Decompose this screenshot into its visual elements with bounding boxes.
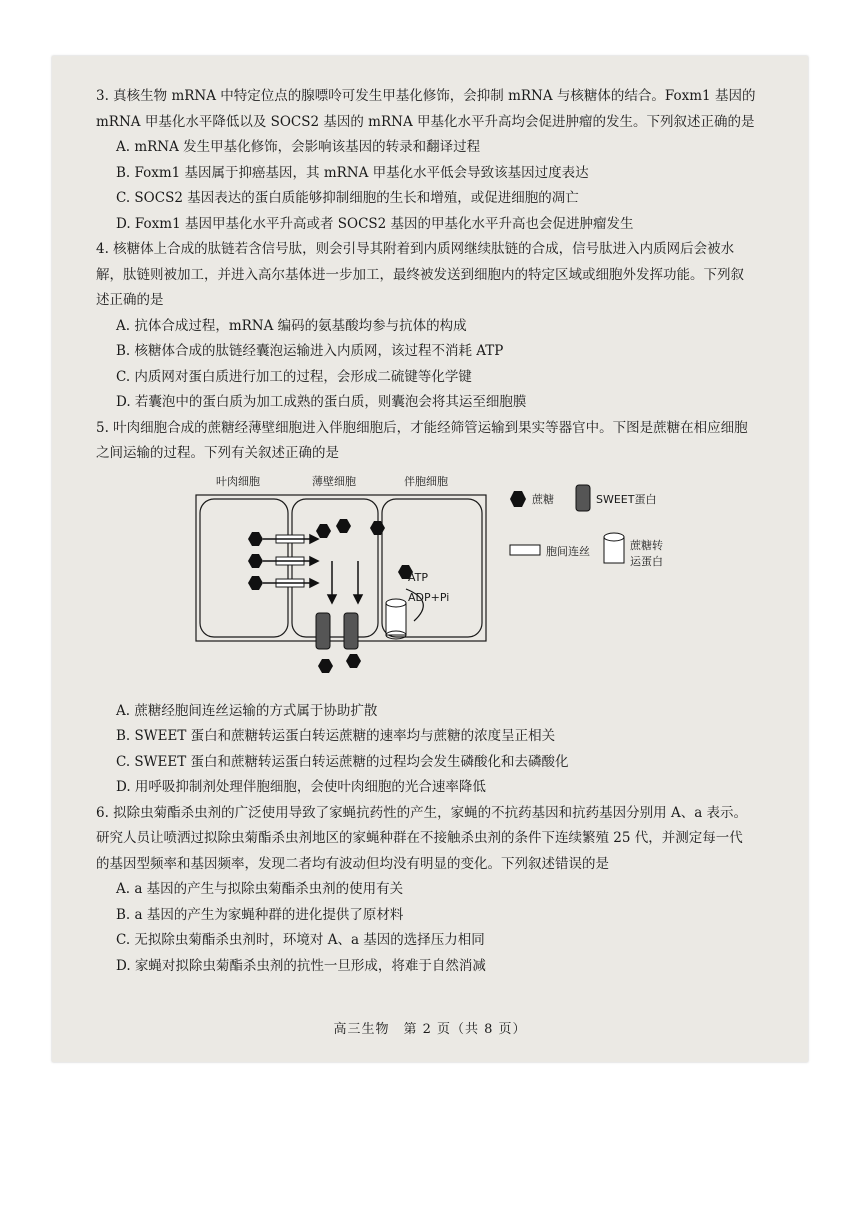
atp-label: ATP xyxy=(408,570,429,584)
cell-wall-frame xyxy=(196,495,486,641)
question-3-stem: 3. 真核生物 mRNA 中特定位点的腺嘌呤可发生甲基化修饰，会抑制 mRNA 与核糖体的结合。Foxm1 基因的 mRNA 甲基化水平降低以及 SOCS2 基因的 mRNA 甲基化水平升高均会促进肿瘤的发生。下列叙述正确的是 xyxy=(96,88,756,130)
flow-arrows xyxy=(263,535,362,603)
question-3 xyxy=(96,84,756,237)
sweet-proteins xyxy=(316,613,358,649)
question-3-option-b: B. Foxm1 基因属于抑癌基因，其 mRNA 甲基化水平低会导致该基因过度表达 xyxy=(116,164,589,181)
legend-sweet-label: SWEET蛋白 xyxy=(596,492,657,506)
question-6-option-c: C. 无拟除虫菊酯杀虫剂时，环境对 A、a 基因的选择压力相同 xyxy=(116,932,485,948)
question-5-option-b: B. SWEET 蛋白和蔗糖转运蛋白转运蔗糖的速率均与蔗糖的浓度呈正相关 xyxy=(116,728,556,744)
question-4-option-b: B. 核糖体合成的肽链经囊泡运输进入内质网，该过程不消耗 ATP xyxy=(116,343,504,359)
question-4-option-a: A. 抗体合成过程，mRNA 编码的氨基酸均参与抗体的构成 xyxy=(116,317,467,334)
legend-plasmodesma-label: 胞间连丝 xyxy=(546,544,590,558)
question-5-stem: 5. 叶肉细胞合成的蔗糖经薄壁细胞进入伴胞细胞后，才能经筛管运输到果实等器官中。下图是蔗糖在相应细胞之间运输的过程。下列有关叙述正确的是 xyxy=(96,419,748,461)
diagram-legend xyxy=(510,485,663,568)
legend-sucrose-icon xyxy=(510,491,526,507)
adp-label: ADP+Pi xyxy=(408,590,450,604)
cell-label-companion: 伴胞细胞 xyxy=(404,474,448,488)
question-3-option-c: C. SOCS2 基因表达的蛋白质能够抑制细胞的生长和增殖，或促进细胞的凋亡 xyxy=(116,190,579,206)
question-4 xyxy=(96,237,756,416)
question-4-option-d: D. 若囊泡中的蛋白质为加工成熟的蛋白质，则囊泡会将其运至细胞膜 xyxy=(116,394,527,410)
sucrose-transport-diagram xyxy=(96,471,756,697)
cell-label-parenchyma: 薄壁细胞 xyxy=(312,474,356,488)
parenchyma-cell xyxy=(292,499,378,637)
mesophyll-cell xyxy=(200,499,288,637)
diagram-svg xyxy=(96,471,756,697)
question-5 xyxy=(96,416,756,801)
question-5-option-a: A. 蔗糖经胞间连丝运输的方式属于协助扩散 xyxy=(116,702,378,719)
question-6-option-b: B. a 基因的产生为家蝇种群的进化提供了原材料 xyxy=(116,906,404,923)
legend-transporter-top xyxy=(604,533,624,541)
question-6-option-a: A. a 基因的产生与拟除虫菊酯杀虫剂的使用有关 xyxy=(116,881,404,897)
question-4-stem: 4. 核糖体上合成的肽链若含信号肽，则会引导其附着到内质网继续肽链的合成，信号肽进入内质网后会被水解，肽链则被加工，并进入高尔基体进一步加工，最终被发送到细胞内的特定区域或细胞外发挥功能。下列叙述正确的是 xyxy=(96,241,744,308)
question-4-option-c: C. 内质网对蛋白质进行加工的过程，会形成二硫键等化学键 xyxy=(116,368,472,385)
question-6-stem: 6. 拟除虫菊酯杀虫剂的广泛使用导致了家蝇抗药性的产生，家蝇的不抗药基因和抗药基因分别用 A、a 表示。研究人员让喷洒过拟除虫菊酯杀虫剂地区的家蝇种群在不接触杀虫剂的条件下连续繁殖 25 代，并测定每一代的基因型频率和基因频率，发现二者均有波动但均没有明显的变化。下列叙述错误的是 xyxy=(96,804,748,872)
page-content xyxy=(96,84,756,979)
question-5-option-c: C. SWEET 蛋白和蔗糖转运蛋白转运蔗糖的过程均会发生磷酸化和去磷酸化 xyxy=(116,753,569,770)
legend-plasmodesma-icon xyxy=(510,545,540,555)
page-footer: 高三生物 第 2 页（共 8 页） xyxy=(333,1022,527,1037)
legend-transporter-label-1: 蔗糖转 xyxy=(630,538,663,552)
legend-sweet-icon xyxy=(576,485,590,511)
cell-label-mesophyll: 叶肉细胞 xyxy=(216,474,260,488)
sucrose-transporter xyxy=(386,599,406,639)
question-3-option-a: A. mRNA 发生甲基化修饰，会影响该基因的转录和翻译过程 xyxy=(116,139,481,155)
question-3-option-d: D. Foxm1 基因甲基化水平升高或者 SOCS2 基因的甲基化水平升高也会促进肿瘤发生 xyxy=(116,215,634,232)
legend-sucrose-label: 蔗糖 xyxy=(532,492,554,506)
question-6 xyxy=(96,801,756,980)
question-6-option-d: D. 家蝇对拟除虫菊酯杀虫剂的抗性一旦形成，将难于自然消减 xyxy=(116,957,486,974)
exam-page xyxy=(52,56,808,1062)
question-5-option-d: D. 用呼吸抑制剂处理伴胞细胞，会使叶肉细胞的光合速率降低 xyxy=(116,779,486,795)
legend-transporter-label-2: 运蛋白 xyxy=(630,554,663,568)
